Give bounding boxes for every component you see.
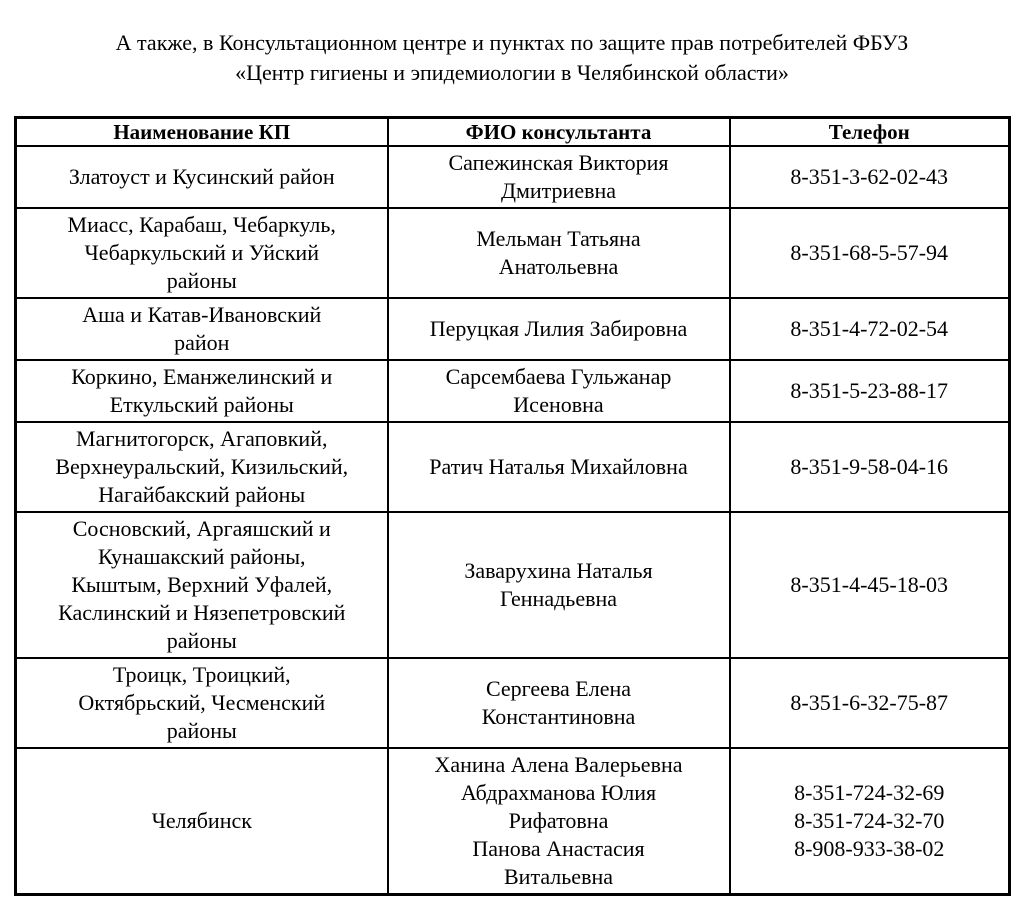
phone-number: 8-351-5-23-88-17: [790, 378, 949, 403]
kp-line: Верхнеуральский, Кизильский,: [55, 454, 349, 479]
phone-number: 8-351-3-62-02-43: [790, 164, 949, 189]
phone-cell: [730, 208, 1010, 298]
kp-line: Троицк, Троицкий,: [112, 662, 291, 687]
kp-line: Еткульский районы: [109, 392, 294, 417]
consultant-cell: [388, 512, 730, 658]
consultant-name-line: Константиновна: [481, 704, 636, 729]
kp-line: районы: [166, 268, 237, 293]
consultant-name-line: Сапежинская Виктория: [448, 150, 669, 175]
kp-cell: [16, 748, 388, 895]
consultant-cell: [388, 748, 730, 895]
consultant-name-line: Заварухина Наталья: [464, 558, 653, 583]
consultant-name-line: Мельман Татьяна: [476, 226, 641, 251]
phone-number: 8-351-6-32-75-87: [790, 690, 949, 715]
consultant-cell: [388, 658, 730, 748]
kp-line: район: [174, 330, 230, 355]
kp-line: Коркино, Еманжелинский и: [71, 364, 333, 389]
phone-cell: [730, 512, 1010, 658]
kp-cell: [16, 146, 388, 208]
kp-cell: [16, 360, 388, 422]
phone-number: 8-351-4-72-02-54: [790, 316, 949, 341]
kp-line: Октябрьский, Чесменский: [78, 690, 326, 715]
consultant-cell: [388, 360, 730, 422]
consultant-cell: [388, 146, 730, 208]
consultant-name-line: Витальевна: [504, 864, 613, 889]
table-row: [16, 360, 1010, 422]
phone-number: 8-351-724-32-69: [794, 780, 945, 805]
consultant-cell: [388, 298, 730, 360]
consultant-name-line: Исеновна: [513, 392, 604, 417]
kp-cell: [16, 298, 388, 360]
kp-cell: [16, 422, 388, 512]
kp-cell: [16, 512, 388, 658]
consultant-cell: [388, 422, 730, 512]
table-header-row: [16, 118, 1010, 147]
phone-cell: [730, 422, 1010, 512]
kp-cell: [16, 208, 388, 298]
phone-cell: [730, 748, 1010, 895]
consultant-cell: [388, 208, 730, 298]
phone-cell: [730, 146, 1010, 208]
consultant-name-line: Дмитриевна: [500, 178, 617, 203]
table-row: [16, 298, 1010, 360]
consultants-table-body: [16, 146, 1010, 895]
phone-cell: [730, 360, 1010, 422]
table-row: [16, 422, 1010, 512]
consultant-name-line: Ханина Алена Валерьевна: [434, 752, 683, 777]
consultant-name-line: Геннадьевна: [499, 586, 618, 611]
kp-line: Магнитогорск, Агаповкий,: [76, 426, 328, 451]
kp-line: районы: [166, 628, 237, 653]
phone-number: 8-351-724-32-70: [794, 808, 945, 833]
consultant-name-line: Сарсембаева Гульжанар: [445, 364, 672, 389]
kp-line: Каслинский и Нязепетровский: [58, 600, 346, 625]
phone-number: 8-351-4-45-18-03: [790, 572, 949, 597]
consultant-name-line: Перуцкая Лилия Забировна: [429, 316, 688, 341]
col-header-kp: Наименование КП: [16, 118, 388, 147]
kp-line: Нагайбакский районы: [98, 482, 306, 507]
kp-line: Миасс, Карабаш, Чебаркуль,: [67, 212, 336, 237]
kp-line: Челябинск: [151, 808, 252, 833]
kp-line: Златоуст и Кусинский район: [68, 164, 335, 189]
consultant-name-line: Сергеева Елена: [485, 676, 632, 701]
phone-number: 8-351-9-58-04-16: [790, 454, 949, 479]
kp-line: Чебаркульский и Уйский: [84, 240, 319, 265]
consultant-name-line: Ратич Наталья Михайловна: [429, 454, 688, 479]
title-line-2: «Центр гигиены и эпидемиологии в Челябинской области»: [235, 60, 789, 85]
table-row: [16, 146, 1010, 208]
col-header-phone: Телефон: [730, 118, 1010, 147]
table-row: [16, 658, 1010, 748]
phone-number: 8-908-933-38-02: [794, 836, 945, 861]
table-row: [16, 748, 1010, 895]
title-line-1: А также, в Консультационном центре и пунктах по защите прав потребителей ФБУЗ: [115, 30, 909, 55]
consultant-name-line: Анатольевна: [498, 254, 619, 279]
phone-number: 8-351-68-5-57-94: [790, 240, 949, 265]
kp-cell: [16, 658, 388, 748]
kp-line: Кунашакский районы,: [98, 544, 306, 569]
kp-line: Аша и Катав-Ивановский: [82, 302, 322, 327]
consultant-name-line: Панова Анастасия: [472, 836, 645, 861]
kp-line: Сосновский, Аргаяшский и: [72, 516, 331, 541]
table-row: [16, 512, 1010, 658]
table-row: [16, 208, 1010, 298]
col-header-fio: ФИО консультанта: [388, 118, 730, 147]
phone-cell: [730, 298, 1010, 360]
phone-cell: [730, 658, 1010, 748]
document-title: [0, 0, 1024, 88]
consultant-name-line: Рифатовна: [508, 808, 609, 833]
consultants-table: [14, 116, 1011, 896]
kp-line: районы: [166, 718, 237, 743]
consultant-name-line: Абдрахманова Юлия: [460, 780, 657, 805]
kp-line: Кыштым, Верхний Уфалей,: [71, 572, 333, 597]
